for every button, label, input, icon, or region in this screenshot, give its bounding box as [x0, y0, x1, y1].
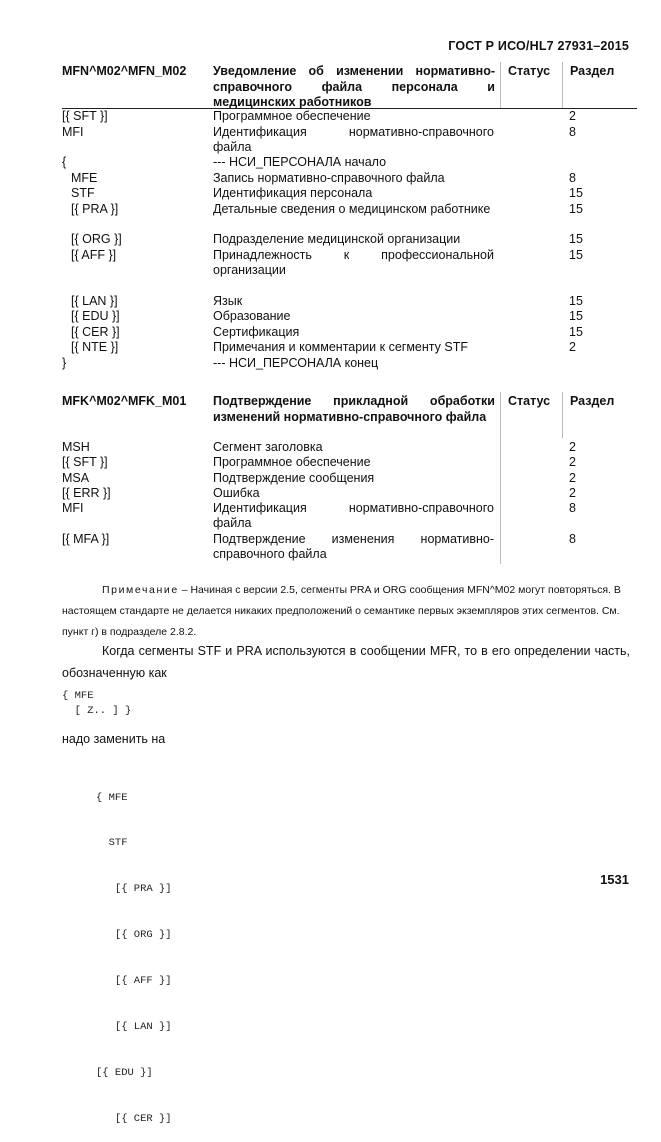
table-row: [{ AFF }] Принадлежность к профессиональной организации 15: [71, 247, 583, 278]
body-paragraph: надо заменить на: [62, 732, 166, 746]
table-row: [{ SFT }] Программное обеспечение 2: [62, 109, 576, 123]
table-row: MSA Подтверждение сообщения 2: [62, 470, 576, 485]
table-row: MSH Сегмент заголовка 2: [62, 440, 576, 454]
table-row: [{ SFT }] Программное обеспечение 2: [62, 455, 576, 470]
table-row: [{ ORG }] Подразделение медицинской организации 15: [71, 232, 583, 247]
column-divider: [562, 62, 563, 108]
table-row: { --- НСИ_ПЕРСОНАЛА начало: [62, 155, 387, 170]
table-row: MFI Идентификация нормативно-справочного файла 8: [62, 501, 576, 531]
segment-table-mfk: [62, 390, 637, 562]
table-row: [{ LAN }] Язык 15: [71, 293, 583, 308]
body-paragraph: Когда сегменты STF и PRA используются в сообщении MFR, то в его определении часть, обозначенную как: [62, 644, 630, 680]
table-header: [62, 60, 637, 109]
note-label: Примечание: [102, 584, 179, 596]
table-row: [{ CER }] Сертификация 15: [71, 324, 583, 339]
message-code: MFK^M02^MFK_M01: [62, 394, 187, 408]
table-row: [{ NTE }] Примечания и комментарии к сегменту STF 2: [71, 340, 576, 355]
section-column-header: Раздел: [570, 64, 615, 78]
table-row: STF Идентификация персонала 15: [71, 186, 583, 201]
note-text: – Начиная с версии 2.5, сегменты PRA и ORG сообщения MFN^M02 могут повторяться. В настоящем стандарте не делается никаких предположений о семантике первых экземпляров этих сегментов. См. пункт г) в подразделе 2.8.2.: [62, 584, 621, 638]
table-row: [{ PRA }] Детальные сведения о медицинском работнике 15: [71, 201, 583, 216]
status-column-header: Статус: [508, 394, 551, 408]
column-divider: [562, 392, 563, 438]
table-row: [{ MFA }] Подтверждение изменения нормативно-справочного файла 8: [62, 531, 576, 562]
table-row: MFE Запись нормативно-справочного файла 8: [71, 170, 576, 185]
code-block: { MFE [ Z.. ] }: [62, 690, 132, 718]
segment-table-mfn: [62, 60, 637, 370]
standard-designation: ГОСТ Р ИСО/HL7 27931–2015: [448, 39, 629, 53]
table-body: [62, 109, 637, 371]
message-code: MFN^M02^MFN_M02: [62, 64, 187, 78]
message-title: Уведомление об изменении нормативно-справочного файла персонала и медицинских работников: [213, 64, 495, 109]
table-row: MFI Идентификация нормативно-справочного файла 8: [62, 124, 576, 154]
column-divider: [500, 62, 501, 108]
table-row: [{ ERR }] Ошибка 2: [62, 485, 576, 500]
table-body: [62, 440, 637, 562]
table-header: [62, 390, 637, 434]
note: [62, 580, 630, 643]
page-number: 1531: [600, 872, 629, 887]
message-title: Подтверждение прикладной обработки изменений нормативно-справочного файла: [213, 394, 495, 424]
status-column-header: Статус: [508, 64, 551, 78]
table-row: } --- НСИ_ПЕРСОНАЛА конец: [62, 355, 379, 370]
code-block: { MFE STF [{ PRA }] [{ ORG }] [{ AFF }] [{ LAN }] [{ EDU }] [{ CER }]: [96, 791, 172, 1125]
section-column-header: Раздел: [570, 394, 615, 408]
table-row: [{ EDU }] Образование 15: [71, 309, 583, 324]
